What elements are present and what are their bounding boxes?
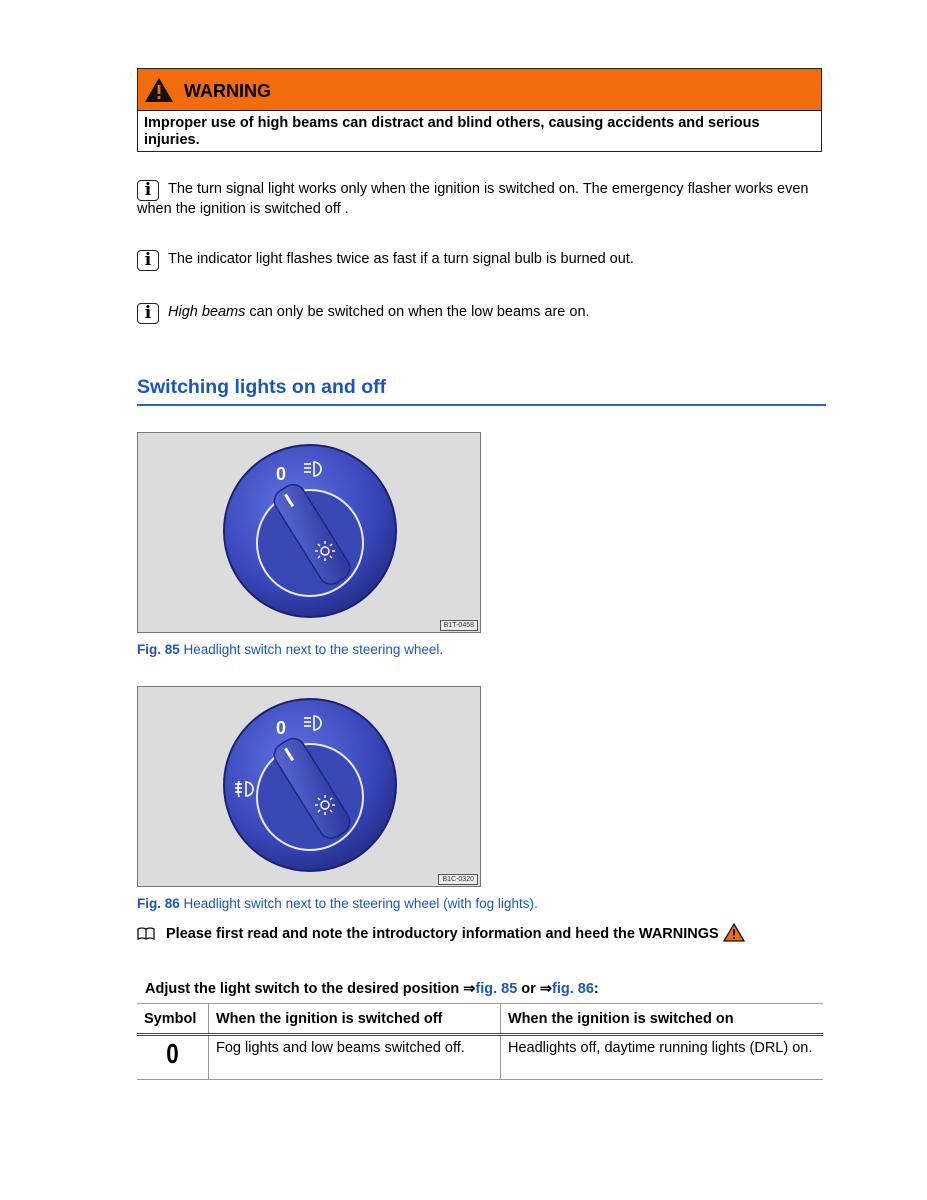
column-header-ignition-off: When the ignition is switched off	[209, 1004, 501, 1035]
figure-85	[137, 432, 481, 633]
info-icon: i	[137, 180, 159, 201]
symbol-cell	[137, 1035, 209, 1080]
section-title: Switching lights on and off	[137, 376, 826, 406]
warning-box	[137, 68, 822, 152]
note-emphasis: High beams	[168, 304, 246, 320]
info-icon: i	[137, 303, 159, 324]
light-switch-table	[137, 1003, 823, 1080]
table-lead-or: or	[517, 981, 540, 997]
note-text: The turn signal light works only when the ignition is switched on. The emergency flasher works even when the ignition is switched off .	[137, 181, 809, 217]
dial-label-zero: 0	[276, 718, 287, 738]
note-text: The indicator light flashes twice as fast if a turn signal bulb is burned out.	[168, 251, 634, 267]
figure-86	[137, 686, 481, 887]
info-icon: i	[137, 250, 159, 271]
figure-code: B1C-0320	[438, 874, 478, 885]
table-lead	[145, 981, 599, 997]
warning-triangle-icon[interactable]	[723, 923, 745, 942]
ignition-off-cell: Fog lights and low beams switched off.	[209, 1035, 501, 1080]
table-lead-text: Adjust the light switch to the desired position	[145, 981, 464, 997]
figure-label: Fig. 85	[137, 642, 180, 657]
table-row	[137, 1035, 823, 1080]
fig-85-link[interactable]: fig. 85	[475, 981, 518, 997]
intro-line	[137, 926, 745, 942]
figure-code: B1T-0458	[440, 620, 478, 631]
symbol-zero: 0	[166, 1038, 179, 1069]
caption-text: Headlight switch next to the steering wheel (with fog lights).	[179, 896, 538, 911]
warning-triangle-icon	[144, 77, 174, 103]
arrow-icon: ⇒	[463, 981, 476, 997]
note-indicator	[137, 250, 817, 271]
figure-caption	[137, 896, 538, 911]
figure-caption	[137, 642, 443, 657]
fig-86-link[interactable]: fig. 86	[551, 981, 594, 997]
ignition-on-cell: Headlights off, daytime running lights (DRL) on.	[501, 1035, 824, 1080]
note-high-beams	[137, 303, 817, 324]
arrow-icon: ⇒	[539, 981, 552, 997]
warning-text: Improper use of high beams can distract and blind others, causing accidents and serious injuries.	[144, 115, 760, 148]
table-header-row	[137, 1004, 823, 1035]
intro-text: Please first read and note the introductory information and heed the WARNINGS	[166, 926, 719, 942]
note-text: can only be switched on when the low beams are on.	[245, 304, 590, 320]
headlight-switch-illustration	[138, 433, 480, 632]
book-icon	[137, 927, 155, 941]
note-turn-signal	[137, 180, 817, 218]
warning-header	[138, 69, 821, 111]
dial-label-zero: 0	[276, 464, 287, 484]
figure-label: Fig. 86	[137, 896, 180, 911]
column-header-symbol: Symbol	[137, 1004, 209, 1035]
column-header-ignition-on: When the ignition is switched on	[501, 1004, 824, 1035]
table-lead-colon: :	[593, 981, 599, 997]
warning-title: WARNING	[184, 81, 271, 101]
headlight-switch-fog-illustration	[138, 687, 480, 886]
caption-text: Headlight switch next to the steering wheel.	[179, 642, 444, 657]
